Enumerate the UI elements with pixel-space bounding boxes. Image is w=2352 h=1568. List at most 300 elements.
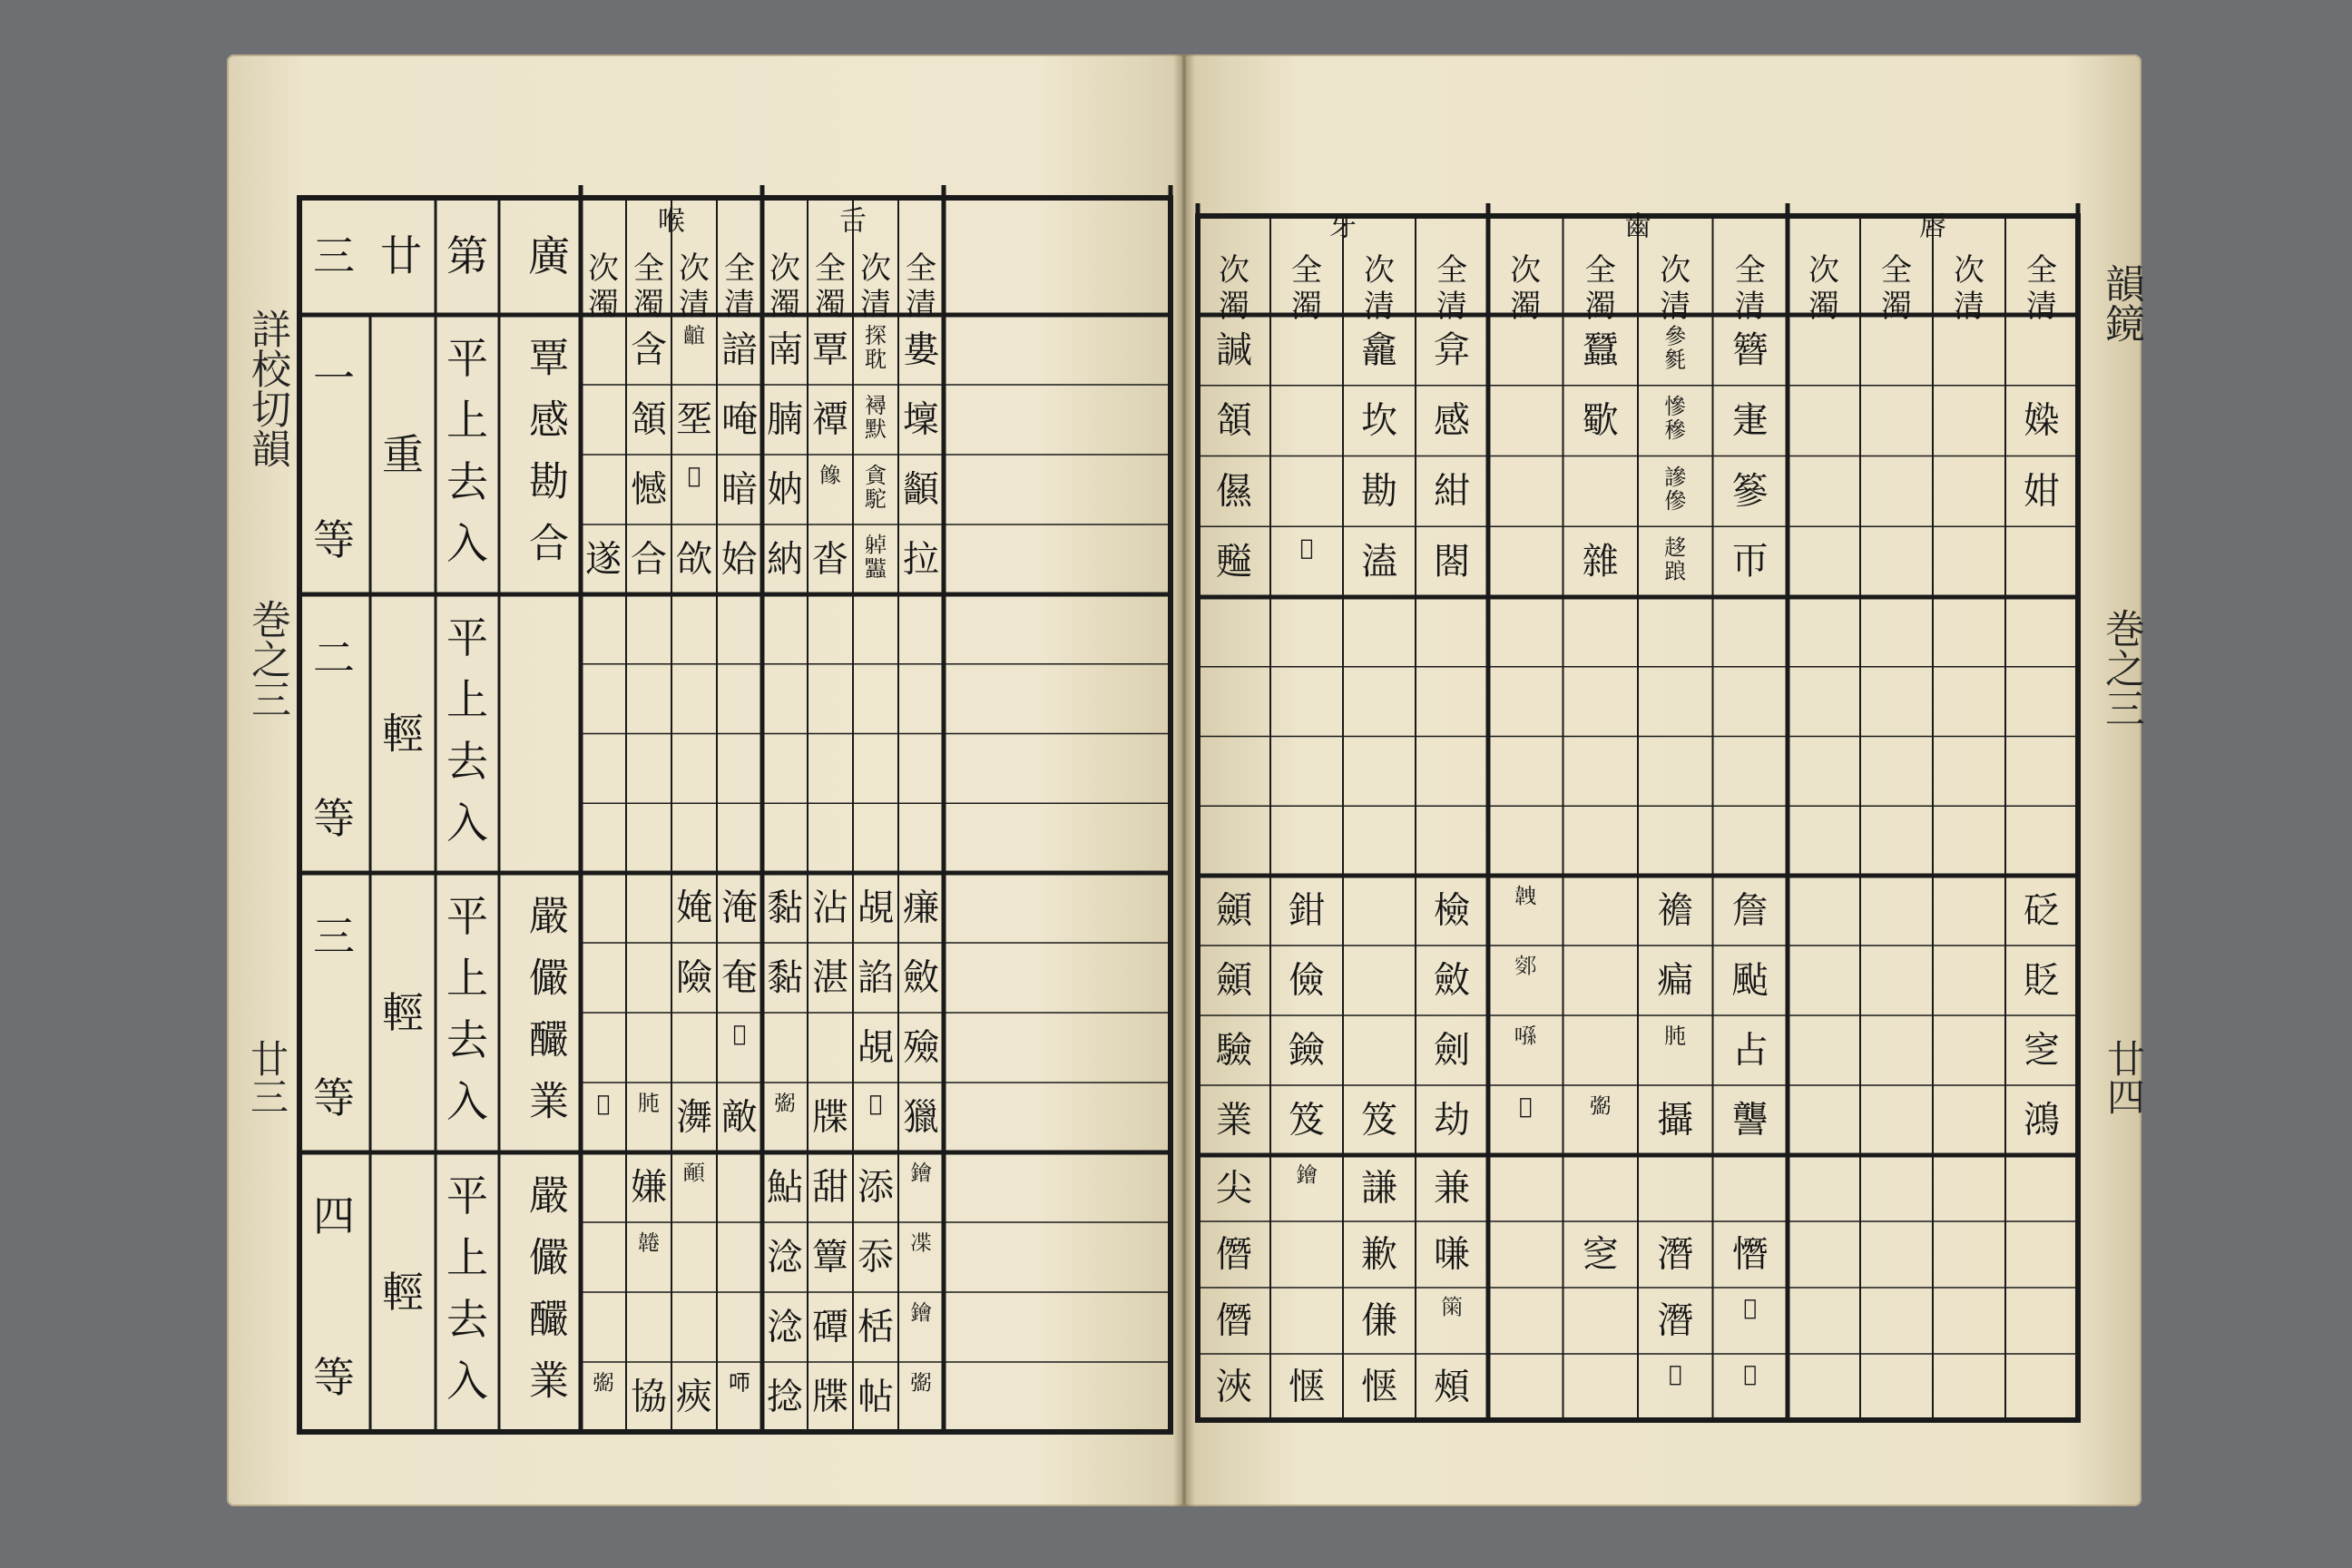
svg-text:全: 全 bbox=[1291, 252, 1322, 289]
rhyme-cell: 弇 bbox=[1434, 328, 1470, 371]
svg-text:濁: 濁 bbox=[588, 287, 619, 323]
svg-text:平: 平 bbox=[446, 613, 488, 662]
rhyme-cell bbox=[1300, 535, 1313, 561]
svg-text:三: 三 bbox=[313, 231, 355, 280]
chart-name-char bbox=[446, 231, 488, 280]
rhyme-cell: 協 bbox=[631, 1376, 667, 1418]
svg-text:傪: 傪 bbox=[1664, 487, 1687, 514]
weight-label bbox=[382, 430, 424, 479]
rhyme-cell: 敵 bbox=[721, 1096, 758, 1139]
rhyme-cell bbox=[1590, 1093, 1612, 1119]
column-header bbox=[2026, 252, 2057, 325]
rhyme-cell bbox=[688, 463, 701, 488]
rhyme-cell: 姏 bbox=[2024, 470, 2060, 513]
svg-text:全: 全 bbox=[633, 250, 664, 287]
svg-text:𦙛: 𦙛 bbox=[638, 1091, 660, 1117]
svg-text:清: 清 bbox=[2026, 289, 2057, 325]
svg-text:嚴: 嚴 bbox=[529, 1172, 569, 1220]
column-header bbox=[1881, 252, 1912, 325]
chart-name-char bbox=[380, 231, 422, 280]
svg-text:全: 全 bbox=[1734, 252, 1766, 289]
rhyme-cell bbox=[865, 393, 887, 442]
svg-text:𧖈: 𧖈 bbox=[865, 556, 887, 583]
rhyme-cell: 儑 bbox=[1216, 470, 1252, 513]
svg-text:𠯗: 𠯗 bbox=[729, 1370, 750, 1396]
rhyme-cell bbox=[910, 1300, 932, 1326]
svg-text:𪘲: 𪘲 bbox=[683, 323, 705, 349]
rhyme-cell: 驗 bbox=[1216, 1029, 1252, 1072]
rhyme-cell: 顲 bbox=[903, 468, 939, 511]
rhyme-cell: 簟 bbox=[812, 1236, 848, 1279]
rhyme-cell: 笈 bbox=[1361, 1099, 1397, 1142]
rhyme-label bbox=[529, 894, 569, 1125]
rhyme-cell: 妠 bbox=[767, 468, 803, 511]
svg-text:清: 清 bbox=[1436, 289, 1467, 325]
rhyme-cell bbox=[1514, 884, 1536, 909]
svg-text:清: 清 bbox=[1734, 289, 1766, 325]
rhyme-cell: 沓 bbox=[812, 538, 848, 581]
svg-text:三: 三 bbox=[313, 912, 355, 961]
rhyme-cell: 讋 bbox=[1731, 1099, 1769, 1142]
column-header bbox=[1585, 252, 1616, 325]
rhyme-cell: 頷 bbox=[631, 398, 667, 441]
rhyme-cell bbox=[1744, 1361, 1757, 1387]
grade-label bbox=[313, 633, 355, 843]
rhyme-cell: 儉 bbox=[1289, 959, 1325, 1002]
rhyme-cell: 拉 bbox=[903, 538, 939, 581]
rhyme-cell bbox=[865, 323, 887, 372]
svg-text:全: 全 bbox=[906, 250, 936, 287]
rhyme-cell: 頰 bbox=[1434, 1366, 1470, 1408]
svg-text:等: 等 bbox=[313, 1353, 355, 1402]
svg-text:去: 去 bbox=[446, 1295, 488, 1344]
rhyme-cell: 感 bbox=[1434, 399, 1470, 442]
svg-text:𡰧: 𡰧 bbox=[1299, 534, 1314, 561]
svg-text:𨉔: 𨉔 bbox=[865, 533, 887, 559]
svg-text:釅: 釅 bbox=[529, 1016, 569, 1063]
rhyme-cell: 帀 bbox=[1731, 541, 1769, 583]
left-margin-title: 詳校切韻 bbox=[244, 309, 290, 468]
svg-text:濁: 濁 bbox=[1808, 289, 1839, 325]
column-header bbox=[1510, 252, 1541, 325]
rhyme-cell bbox=[910, 1230, 932, 1256]
column-header bbox=[1735, 252, 1766, 325]
rhyme-cell: 兼 bbox=[1434, 1167, 1470, 1210]
svg-text:入: 入 bbox=[446, 1357, 488, 1406]
svg-text:勘: 勘 bbox=[529, 458, 569, 505]
rhyme-cell: 磹 bbox=[812, 1306, 848, 1348]
rhyme-cell bbox=[1514, 1024, 1536, 1049]
svg-text:𦏜: 𦏜 bbox=[1669, 1360, 1682, 1387]
rhyme-cell: 坎 bbox=[1361, 399, 1397, 442]
svg-text:全: 全 bbox=[815, 250, 846, 287]
svg-text:𢐥: 𢐥 bbox=[1589, 1093, 1612, 1120]
svg-text:入: 入 bbox=[446, 1077, 488, 1126]
svg-text:𩎥: 𩎥 bbox=[1514, 884, 1537, 910]
rhyme-cell bbox=[733, 1021, 746, 1046]
svg-text:上: 上 bbox=[446, 675, 488, 724]
rhyme-cell: 篸 bbox=[1731, 470, 1769, 513]
rhyme-cell bbox=[1296, 1162, 1318, 1188]
svg-text:上: 上 bbox=[446, 396, 488, 445]
rhyme-cell: 鐱 bbox=[1289, 1029, 1325, 1072]
rhyme-cell: 甜 bbox=[812, 1166, 848, 1209]
svg-text:清: 清 bbox=[860, 287, 891, 323]
rhyme-cell: 窆 bbox=[2024, 1029, 2060, 1072]
rhyme-cell: 笈 bbox=[1289, 1099, 1325, 1142]
chart-name-char bbox=[528, 231, 572, 280]
rhyme-cell: 淰 bbox=[767, 1306, 803, 1348]
svg-text:上: 上 bbox=[446, 1233, 488, 1282]
column-header bbox=[1364, 252, 1395, 325]
svg-text:全: 全 bbox=[724, 250, 755, 287]
weight-label bbox=[382, 710, 424, 759]
rhyme-cell: 傔 bbox=[1361, 1299, 1397, 1342]
svg-text:第: 第 bbox=[446, 231, 488, 280]
rhyme-cell: 貶 bbox=[2024, 959, 2060, 1002]
rhyme-cell: 潛 bbox=[1657, 1233, 1694, 1276]
rhyme-cell: 雜 bbox=[1582, 541, 1619, 583]
rhyme-cell: 簪 bbox=[1731, 328, 1769, 371]
rhyme-cell: 攝 bbox=[1657, 1099, 1694, 1142]
rhyme-cell: 忝 bbox=[858, 1236, 894, 1279]
rhyme-cell: 顩 bbox=[1216, 889, 1252, 932]
svg-text:感: 感 bbox=[529, 397, 569, 444]
rhyme-cell: 姶 bbox=[721, 538, 758, 581]
svg-text:穇: 穇 bbox=[1664, 417, 1687, 444]
svg-text:一: 一 bbox=[313, 354, 355, 403]
right-margin-folio: 廿四 bbox=[2102, 1039, 2146, 1115]
svg-text:次: 次 bbox=[860, 250, 891, 287]
svg-text:覃: 覃 bbox=[529, 335, 569, 382]
rhyme-cell: 溘 bbox=[1361, 541, 1397, 583]
svg-text:參: 參 bbox=[1664, 323, 1687, 349]
svg-text:𨭗: 𨭗 bbox=[1296, 1161, 1318, 1188]
svg-text:𡑄: 𡑄 bbox=[1743, 1360, 1757, 1387]
svg-text:𨭗: 𨭗 bbox=[910, 1161, 932, 1187]
rhyme-cell: 浹 bbox=[1216, 1366, 1252, 1408]
svg-text:𢐥: 𢐥 bbox=[910, 1370, 932, 1396]
rhyme-cell: 襜 bbox=[1657, 889, 1694, 932]
rhyme-cell bbox=[1664, 1024, 1686, 1049]
grade-label bbox=[313, 912, 355, 1122]
svg-text:𩞧: 𩞧 bbox=[819, 463, 841, 489]
svg-text:清: 清 bbox=[679, 287, 710, 323]
table-characters bbox=[313, 206, 2060, 1418]
rhyme-cell: 僭 bbox=[1216, 1299, 1252, 1342]
svg-text:𨜛: 𨜛 bbox=[1514, 954, 1537, 980]
rhyme-cell: 淹 bbox=[721, 887, 758, 929]
rhyme-cell bbox=[774, 1091, 796, 1116]
svg-text:濁: 濁 bbox=[1510, 289, 1542, 325]
svg-text:上: 上 bbox=[446, 954, 488, 1003]
rhyme-cell: 奄 bbox=[721, 956, 758, 999]
svg-text:清: 清 bbox=[1954, 289, 1984, 325]
svg-text:平: 平 bbox=[446, 892, 488, 941]
svg-text:輕: 輕 bbox=[382, 988, 424, 1037]
rhyme-cell: 栝 bbox=[858, 1306, 894, 1348]
rhyme-cell: 龕 bbox=[1361, 328, 1397, 371]
rhyme-cell bbox=[638, 1091, 660, 1116]
rhyme-cell bbox=[729, 1370, 750, 1396]
svg-text:輕: 輕 bbox=[382, 709, 424, 759]
rhyme-cell: 謙 bbox=[1361, 1167, 1397, 1210]
tone-labels bbox=[446, 892, 488, 1126]
rhyme-cell bbox=[910, 1370, 932, 1396]
svg-text:儼: 儼 bbox=[529, 955, 569, 1002]
svg-text:濁: 濁 bbox=[1584, 289, 1616, 325]
rhyme-label bbox=[529, 336, 569, 567]
left-margin-folio: 廿三 bbox=[245, 1039, 289, 1115]
section-name: 唇 bbox=[1919, 211, 1946, 243]
svg-text:探: 探 bbox=[865, 323, 887, 349]
rhyme-cell: 欱 bbox=[676, 538, 712, 581]
rhyme-cell bbox=[683, 1161, 705, 1186]
svg-text:𩎸: 𩎸 bbox=[638, 1230, 660, 1257]
rhyme-cell: 鮎 bbox=[767, 1166, 803, 1209]
rhyme-cell: 牒 bbox=[812, 1096, 848, 1139]
rhyme-cell: 㾾 bbox=[903, 887, 939, 929]
rhyme-cell: 壈 bbox=[903, 398, 939, 441]
rhyme-cell bbox=[1441, 1295, 1463, 1320]
rhyme-cell: 險 bbox=[676, 956, 712, 999]
section-name: 齒 bbox=[1624, 211, 1651, 243]
rhyme-cell: 牒 bbox=[812, 1376, 848, 1418]
svg-text:等: 等 bbox=[313, 1073, 355, 1122]
rhyme-cell: 㾜 bbox=[676, 1376, 712, 1418]
chart-name-char bbox=[313, 231, 355, 280]
svg-text:全: 全 bbox=[2026, 252, 2057, 289]
svg-text:清: 清 bbox=[724, 287, 755, 323]
section-name: 舌 bbox=[839, 205, 867, 238]
rhyme-cell bbox=[864, 463, 888, 512]
rhyme-cell: 窆 bbox=[1582, 1233, 1619, 1276]
svg-text:業: 業 bbox=[529, 1357, 569, 1405]
rhyme-cell: 覘 bbox=[858, 887, 894, 929]
svg-text:濁: 濁 bbox=[1881, 289, 1912, 325]
left-table-frame bbox=[299, 198, 1171, 1432]
right-margin-volume: 巻之三 bbox=[2098, 608, 2144, 728]
column-header bbox=[679, 250, 710, 323]
rhyme-cell bbox=[1664, 394, 1686, 443]
rhyme-cell: 鴻 bbox=[2024, 1099, 2060, 1142]
svg-text:次: 次 bbox=[1660, 252, 1691, 289]
rhyme-cell bbox=[910, 1161, 932, 1186]
svg-text:輕: 輕 bbox=[382, 1268, 424, 1317]
column-header bbox=[1291, 252, 1322, 325]
rhyme-cell bbox=[1664, 465, 1687, 514]
svg-text:釅: 釅 bbox=[529, 1296, 569, 1343]
rhyme-cell: 潛 bbox=[1657, 1299, 1694, 1342]
rhyme-cell: 歉 bbox=[1361, 1233, 1397, 1276]
svg-text:清: 清 bbox=[1364, 289, 1395, 325]
rhyme-cell bbox=[1514, 954, 1536, 979]
svg-text:𩔞: 𩔞 bbox=[683, 1161, 705, 1187]
rhyme-cell: 嫌 bbox=[631, 1166, 667, 1209]
svg-text:𢐥: 𢐥 bbox=[593, 1370, 614, 1396]
rhyme-cell: 蠶 bbox=[1582, 328, 1619, 371]
rhyme-cell bbox=[597, 1091, 610, 1116]
weight-label bbox=[382, 1268, 424, 1317]
svg-text:去: 去 bbox=[446, 1015, 488, 1064]
svg-text:耽: 耽 bbox=[865, 347, 887, 373]
rhyme-cell: 斂 bbox=[1434, 959, 1470, 1002]
column-header bbox=[1954, 252, 1984, 325]
rhyme-cell: 業 bbox=[1216, 1099, 1252, 1142]
rhyme-cell: 顩 bbox=[1216, 959, 1252, 1002]
rhyme-cell: 閤 bbox=[1434, 541, 1470, 583]
svg-text:𠗨: 𠗨 bbox=[910, 1230, 932, 1257]
column-header bbox=[588, 250, 619, 323]
rhyme-cell: 勘 bbox=[1361, 470, 1397, 513]
svg-text:濁: 濁 bbox=[815, 287, 846, 323]
svg-text:𨍚: 𨍚 bbox=[868, 1091, 883, 1117]
rhyme-cell: 媣 bbox=[2024, 399, 2060, 442]
rhyme-cell bbox=[1664, 535, 1686, 584]
rhyme-cell: 禫 bbox=[812, 398, 848, 441]
svg-text:𥮫: 𥮫 bbox=[1441, 1294, 1463, 1320]
rhyme-cell: 遂 bbox=[585, 538, 622, 581]
rhyme-cell: 㘸 bbox=[676, 398, 712, 441]
rhyme-cell bbox=[683, 323, 705, 348]
rhyme-cell: 婁 bbox=[903, 328, 939, 371]
rhyme-cell: 寁 bbox=[1731, 399, 1769, 442]
svg-text:𦏜: 𦏜 bbox=[596, 1091, 611, 1117]
svg-text:𢐥: 𢐥 bbox=[774, 1091, 796, 1117]
svg-text:嚴: 嚴 bbox=[529, 893, 569, 940]
svg-text:全: 全 bbox=[1881, 252, 1912, 289]
svg-text:𩰰: 𩰰 bbox=[1743, 1294, 1757, 1320]
rhyme-cell: 湛 bbox=[812, 956, 848, 999]
rhyme-cell: 含 bbox=[631, 328, 667, 371]
svg-text:𠹀: 𠹀 bbox=[1514, 1024, 1537, 1050]
column-header bbox=[860, 250, 891, 323]
rhyme-cell: 合 bbox=[631, 538, 667, 581]
rhyme-cell: 占 bbox=[1731, 1029, 1769, 1072]
rhyme-cell: 惬 bbox=[1361, 1366, 1397, 1408]
svg-text:次: 次 bbox=[679, 250, 710, 287]
rhyme-cell: 憯 bbox=[1731, 1233, 1769, 1276]
weight-label bbox=[382, 988, 424, 1037]
column-header bbox=[1219, 252, 1250, 325]
rhyme-cell: 諴 bbox=[1216, 328, 1252, 371]
svg-text:業: 業 bbox=[529, 1078, 569, 1125]
section-name: 牙 bbox=[1329, 211, 1357, 243]
svg-text:次: 次 bbox=[1510, 252, 1542, 289]
open-book bbox=[227, 54, 2146, 1506]
svg-text:清: 清 bbox=[1660, 289, 1691, 325]
svg-text:儼: 儼 bbox=[529, 1234, 569, 1281]
svg-text:次: 次 bbox=[769, 250, 800, 287]
column-header bbox=[1436, 252, 1467, 325]
rhyme-cell: 檢 bbox=[1434, 889, 1470, 932]
rhyme-tables bbox=[227, 54, 2141, 1506]
column-header bbox=[1808, 252, 1839, 325]
rhyme-cell bbox=[638, 1230, 660, 1256]
svg-text:重: 重 bbox=[382, 430, 424, 479]
svg-text:次: 次 bbox=[588, 250, 619, 287]
rhyme-cell bbox=[1669, 1361, 1681, 1387]
svg-text:𦏜: 𦏜 bbox=[1519, 1093, 1533, 1120]
rhyme-cell bbox=[865, 533, 887, 582]
svg-text:貪: 貪 bbox=[865, 463, 887, 489]
rhyme-cell: 惬 bbox=[1289, 1366, 1325, 1408]
svg-text:𨭗: 𨭗 bbox=[910, 1300, 932, 1327]
svg-text:𨷿: 𨷿 bbox=[687, 463, 701, 489]
left-margin-volume: 巻之三 bbox=[244, 599, 290, 719]
rhyme-cell: 腩 bbox=[767, 398, 803, 441]
svg-text:踉: 踉 bbox=[1664, 558, 1687, 584]
rhyme-cell: 憾 bbox=[631, 468, 667, 511]
svg-text:等: 等 bbox=[313, 794, 355, 843]
rhyme-cell bbox=[819, 463, 841, 488]
svg-text:次: 次 bbox=[1219, 252, 1250, 289]
svg-text:去: 去 bbox=[446, 737, 488, 786]
rhyme-cell: 添 bbox=[858, 1166, 894, 1209]
svg-text:四: 四 bbox=[313, 1191, 355, 1240]
svg-text:次: 次 bbox=[1808, 252, 1839, 289]
rhyme-cell: 詹 bbox=[1731, 889, 1769, 932]
rhyme-cell: 覃 bbox=[812, 328, 848, 371]
svg-text:謲: 謲 bbox=[1664, 464, 1687, 490]
rhyme-cell: 黏 bbox=[767, 956, 803, 999]
column-header bbox=[815, 250, 846, 323]
tone-labels bbox=[446, 334, 488, 568]
rhyme-cell bbox=[869, 1091, 882, 1116]
column-header bbox=[1660, 252, 1690, 325]
rhyme-cell: 諂 bbox=[858, 956, 894, 999]
rhyme-cell: 劍 bbox=[1434, 1029, 1470, 1072]
rhyme-cell: 尖 bbox=[1216, 1167, 1252, 1210]
svg-text:襑: 襑 bbox=[865, 393, 887, 419]
rhyme-cell: 㛪 bbox=[676, 887, 712, 929]
rhyme-cell: 㵲 bbox=[676, 1096, 712, 1139]
svg-text:平: 平 bbox=[446, 1171, 488, 1220]
rhyme-cell: 鉗 bbox=[1289, 889, 1325, 932]
svg-text:廿: 廿 bbox=[380, 231, 422, 280]
rhyme-cell: 砭 bbox=[2024, 889, 2060, 932]
svg-text:默: 默 bbox=[865, 416, 887, 443]
tone-labels bbox=[446, 613, 488, 848]
rhyme-cell: 淰 bbox=[767, 1236, 803, 1279]
rhyme-cell: 獵 bbox=[903, 1096, 939, 1139]
svg-text:濁: 濁 bbox=[633, 287, 664, 323]
rhyme-cell: 覘 bbox=[858, 1026, 894, 1069]
rhyme-cell: 颭 bbox=[1731, 959, 1769, 1002]
rhyme-cell bbox=[1664, 323, 1686, 372]
rhyme-cell: 㾫 bbox=[1657, 959, 1694, 1002]
svg-text:𢚧: 𢚧 bbox=[732, 1021, 747, 1047]
column-header bbox=[906, 250, 936, 323]
section-name: 喉 bbox=[658, 205, 685, 238]
rhyme-cell: 唵 bbox=[721, 398, 758, 441]
rhyme-cell bbox=[1519, 1093, 1532, 1119]
svg-text:次: 次 bbox=[1954, 252, 1984, 289]
tone-labels bbox=[446, 1171, 488, 1406]
svg-text:去: 去 bbox=[446, 457, 488, 506]
svg-text:濁: 濁 bbox=[1291, 289, 1322, 325]
rhyme-cell: 殮 bbox=[903, 1026, 939, 1069]
rhyme-cell: 捻 bbox=[767, 1376, 803, 1418]
svg-text:全: 全 bbox=[1436, 252, 1467, 289]
grade-label bbox=[313, 354, 355, 564]
rhyme-cell bbox=[1744, 1295, 1757, 1320]
svg-text:次: 次 bbox=[1364, 252, 1395, 289]
svg-text:𦙛: 𦙛 bbox=[1664, 1024, 1687, 1050]
rhyme-cell: 納 bbox=[767, 538, 803, 581]
rhyme-cell: 黏 bbox=[767, 887, 803, 929]
rhyme-cell bbox=[593, 1370, 614, 1396]
